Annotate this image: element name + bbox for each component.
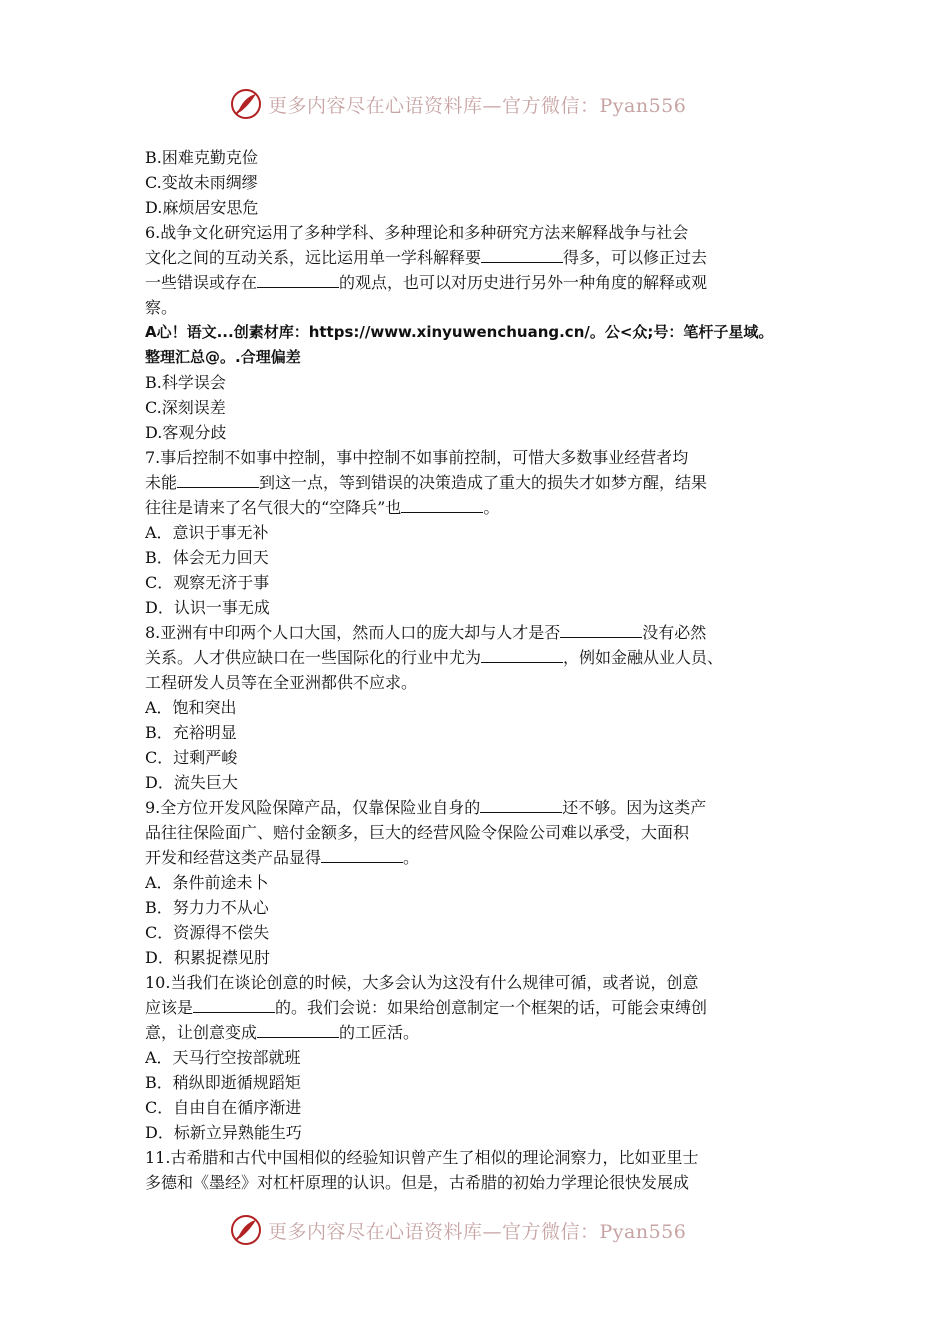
option-line: D．流失巨大 xyxy=(145,773,238,792)
option-line: B.困难克勤克俭 xyxy=(145,148,258,167)
footer-banner xyxy=(230,1210,750,1250)
question-line: 往往是请来了名气很大的“空降兵”也 。 xyxy=(145,495,815,520)
option-line: D．积累捉襟见肘 xyxy=(145,948,270,967)
option-line: C.深刻误差 xyxy=(145,398,226,417)
watermark-ad-line: 整理汇总@。.合理偏差 xyxy=(145,348,301,366)
question-line: 11.古希腊和古代中国相似的经验知识曾产生了相似的理论洞察力，比如亚里士 xyxy=(145,1148,699,1167)
fill-blank xyxy=(193,995,275,1013)
question-line: 察。 xyxy=(145,298,178,317)
fill-blank xyxy=(257,1020,339,1038)
option-line: C.变故未雨绸缪 xyxy=(145,173,258,192)
question-line: 未能 到这一点，等到错误的决策造成了重大的损失才如梦方醒，结果 xyxy=(145,470,815,495)
question-line: 9.全方位开发风险保障产品，仅靠保险业自身的 还不够。因为这类产 xyxy=(145,795,815,820)
question-line: 关系。人才供应缺口在一些国际化的行业中尤为 ，例如金融从业人员、 xyxy=(145,645,815,670)
fill-blank xyxy=(480,795,562,813)
fill-blank xyxy=(560,620,642,638)
question-line: 7.事后控制不如事中控制，事中控制不如事前控制，可惜大多数事业经营者均 xyxy=(145,448,689,467)
option-line: A．饱和突出 xyxy=(145,698,237,717)
option-line: B．体会无力回天 xyxy=(145,548,269,567)
option-line: B．努力力不从心 xyxy=(145,898,269,917)
header-banner xyxy=(230,84,750,124)
fill-blank xyxy=(481,645,563,663)
option-line: B．充裕明显 xyxy=(145,723,237,742)
option-line: A．天马行空按部就班 xyxy=(145,1048,301,1067)
fill-blank xyxy=(257,270,339,288)
option-line: B.科学误会 xyxy=(145,373,226,392)
banner-text: 更多内容尽在心语资料库—官方微信：Pyan556 xyxy=(268,1220,687,1243)
option-line: B．稍纵即逝循规蹈矩 xyxy=(145,1073,301,1092)
question-line: 一些错误或存在 的观点，也可以对历史进行另外一种角度的解释或观 xyxy=(145,270,815,295)
option-line: A．条件前途未卜 xyxy=(145,873,269,892)
option-line: C．资源得不偿失 xyxy=(145,923,270,942)
question-line: 开发和经营这类产品显得 。 xyxy=(145,845,815,870)
fill-blank xyxy=(401,495,483,513)
banner-text: 更多内容尽在心语资料库—官方微信：Pyan556 xyxy=(268,94,687,117)
option-line: D.麻烦居安思危 xyxy=(145,198,259,217)
option-line: A．意识于事无补 xyxy=(145,523,269,542)
option-line: D．标新立异熟能生巧 xyxy=(145,1123,302,1142)
feather-pen-logo-icon xyxy=(230,88,262,120)
fill-blank xyxy=(177,470,259,488)
option-line: C．过剩严峻 xyxy=(145,748,238,767)
question-line: 8.亚洲有中印两个人口大国，然而人口的庞大却与人才是否 没有必然 xyxy=(145,620,815,645)
question-line: 应该是 的。我们会说：如果给创意制定一个框架的话，可能会束缚创 xyxy=(145,995,815,1020)
fill-blank xyxy=(481,245,563,263)
question-line: 意，让创意变成 的工匠活。 xyxy=(145,1020,815,1045)
option-line: D.客观分歧 xyxy=(145,423,227,442)
fill-blank xyxy=(321,845,403,863)
question-line: 文化之间的互动关系，远比运用单一学科解释要 得多，可以修正过去 xyxy=(145,245,815,270)
option-line: C．观察无济于事 xyxy=(145,573,270,592)
option-line: D．认识一事无成 xyxy=(145,598,270,617)
question-line: 多德和《墨经》对杠杆原理的认识。但是，古希腊的初始力学理论很快发展成 xyxy=(145,1173,690,1192)
document-body xyxy=(145,145,815,1195)
question-line: 工程研发人员等在全亚洲都供不应求。 xyxy=(145,673,418,692)
option-line: C．自由自在循序渐进 xyxy=(145,1098,302,1117)
watermark-ad-line: A心！语文...创素材库：https://www.xinyuwenchuang.cn/。公<众;号：笔杆子星域。 xyxy=(145,323,774,341)
feather-pen-logo-icon xyxy=(230,1214,262,1246)
question-line: 品往往保险面广、赔付金额多，巨大的经营风险令保险公司难以承受，大面积 xyxy=(145,823,690,842)
question-line: 10.当我们在谈论创意的时候，大多会认为这没有什么规律可循，或者说，创意 xyxy=(145,973,699,992)
question-line: 6.战争文化研究运用了多种学科、多种理论和多种研究方法来解释战争与社会 xyxy=(145,223,689,242)
